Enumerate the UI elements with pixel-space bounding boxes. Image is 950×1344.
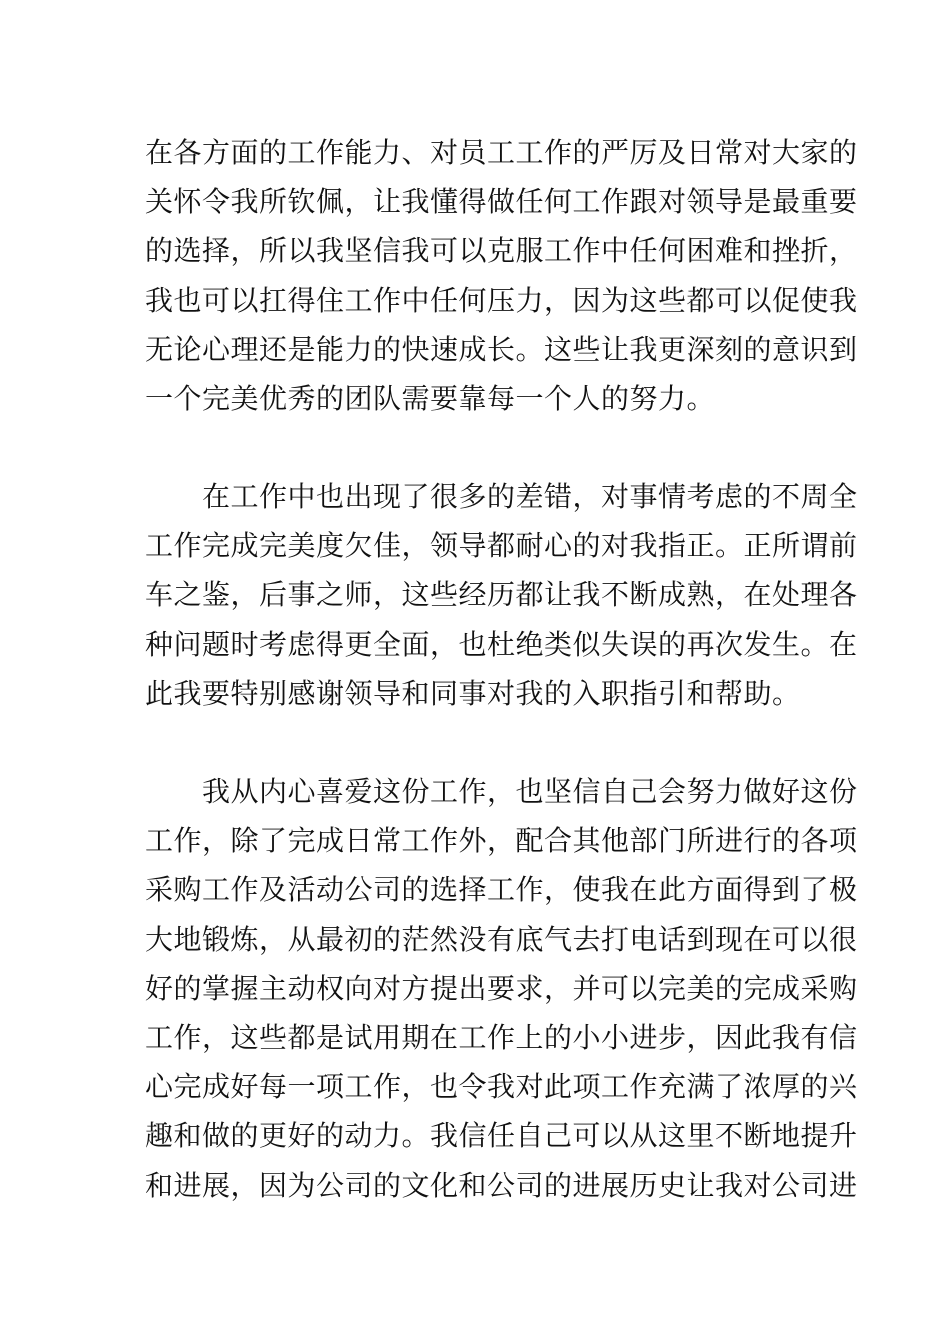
text-line: 工作，这些都是试用期在工作上的小小进步，因此我有信 xyxy=(145,1020,858,1054)
text-line: 车之鉴，后事之师，这些经历都让我不断成熟，在处理各 xyxy=(145,578,858,612)
text-line: 大地锻炼，从最初的茫然没有底气去打电话到现在可以很 xyxy=(145,922,858,956)
text-line: 种问题时考虑得更全面，也杜绝类似失误的再次发生。在 xyxy=(145,627,858,661)
paragraph-2 xyxy=(145,472,858,718)
text-line: 一个完美优秀的团队需要靠每一个人的努力。 xyxy=(145,381,716,415)
text-line: 好的掌握主动权向对方提出要求，并可以完美的完成采购 xyxy=(145,971,858,1005)
text-line: 无论心理还是能力的快速成长。这些让我更深刻的意识到 xyxy=(145,332,858,366)
paragraph-3 xyxy=(145,767,858,1259)
text-line: 我也可以扛得住工作中任何压力，因为这些都可以促使我 xyxy=(145,283,858,317)
text-line: 工作完成完美度欠佳，领导都耐心的对我指正。正所谓前 xyxy=(145,529,858,563)
text-line: 采购工作及活动公司的选择工作，使我在此方面得到了极 xyxy=(145,873,858,907)
text-line: 在各方面的工作能力、对员工工作的严厉及日常对大家的 xyxy=(145,136,858,169)
text-line: 我从内心喜爱这份工作，也坚信自己会努力做好这份 xyxy=(145,775,858,808)
text-line: 工作，除了完成日常工作外，配合其他部门所进行的各项 xyxy=(145,824,858,858)
text-line: 心完成好每一项工作，也令我对此项工作充满了浓厚的兴 xyxy=(145,1070,858,1104)
text-line: 此我要特别感谢领导和同事对我的入职指引和帮助。 xyxy=(145,676,801,710)
paragraph-1 xyxy=(145,128,858,423)
text-line: 的选择，所以我坚信我可以克服工作中任何困难和挫折， xyxy=(145,234,858,268)
text-line: 趣和做的更好的动力。我信任自己可以从这里不断地提升 xyxy=(145,1119,858,1153)
text-line xyxy=(145,1210,815,1259)
text-line: 在工作中也出现了很多的差错，对事情考虑的不周全 xyxy=(145,480,858,513)
text-line: 关怀令我所钦佩，让我懂得做任何工作跟对领导是最重要 xyxy=(145,185,858,219)
text-line: 和进展，因为公司的文化和公司的进展历史让我对公司进 xyxy=(145,1168,858,1202)
